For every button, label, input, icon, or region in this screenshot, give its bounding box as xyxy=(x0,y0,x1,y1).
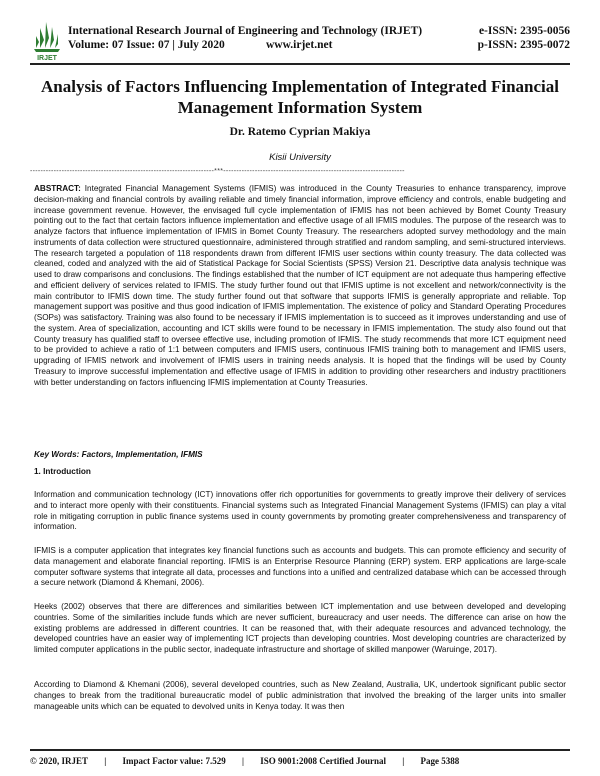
footer-separator: | xyxy=(242,756,245,766)
e-issn: e-ISSN: 2395-0056 xyxy=(478,25,570,37)
journal-header xyxy=(30,18,570,62)
keywords: Key Words: Factors, Implementation, IFMIS xyxy=(34,450,203,459)
intro-paragraph-1 xyxy=(34,490,566,533)
footer-separator: | xyxy=(104,756,107,766)
p-issn: p-ISSN: 2395-0072 xyxy=(477,38,570,51)
journal-website[interactable]: www.irjet.net xyxy=(266,38,333,51)
paragraph-text: Heeks (2002) observes that there are differences and similarities between ICT implementation and use between developed and developing countries. Some of the similarities include funds which are never sufficient, bureaucracy and user needs. The difference can arise on how the existing problems are addressed in different countries. It can be reasoned that, with their adequate resources and advanced technology, the developed countries have an easier way of implementing ICT projects than developing countries. Most developing countries are characterized by limited computer applications in the public sector, inadequate infrastructure and shortage of skilled manpower (Waruinge, 2017). xyxy=(34,602,566,654)
intro-paragraph-4 xyxy=(34,680,566,712)
abstract xyxy=(34,184,566,388)
section-heading: 1. Introduction xyxy=(34,467,91,476)
svg-text:IRJET: IRJET xyxy=(37,55,57,62)
iso-certification: ISO 9001:2008 Certified Journal xyxy=(260,756,387,766)
footer-separator: | xyxy=(402,756,405,766)
author-affiliation: Kisii University xyxy=(269,152,331,163)
journal-info xyxy=(68,25,422,52)
issn-info xyxy=(478,25,570,52)
irjet-logo-icon xyxy=(30,18,64,62)
header-rule xyxy=(30,63,570,65)
separator-line: ----------------------------------------------------------------------***--------------------------------------------------------------------- xyxy=(30,168,405,175)
abstract-text: Integrated Financial Management Systems (IFMIS) was introduced in the County Treasuries to enhance transparency, improve decision-making and financial controls by availing reliable and timely financial information, improve efficiency and controls, enable budgeting and increase government revenue. However, the envisaged full cycle implementation of IFMIS has not been achieved by Bomet County Treasury pointing out to the fact that certain factors influence implementation and effective usage of all IFMIS modules. The purpose of the research was to analyze factors that influence implementation of IFMIS in Bomet County Treasury. The researchers adopted survey methodology and the main instruments of data collection were structured questionnaire, administered through stratified and random sampling, and semi-structured interviews. The research targeted a population of 118 respondents drawn from different IFMIS user sections within county treasury. The data collected was cleaned, coded and analyzed with the aid of Statistical Package for Social Scientists (SPSS) Version 21. Descriptive data analysis technique was used to draw comparisons and conclusions. The findings established that the number of ICT equipment are not adequate thus hampering effective and efficient delivery of services related to IFMIS. The study further found out that IFMIS uptime is not excellent and network/connectivity is the main contributor to IFMIS down time. The study further found out that software that supports IFMIS is generally appropriate and reliable. Top management support was positive and thus good indication of IFMIS implementation. The existence of policy and Standard Operating Procedures (SOPs) was satisfactory. Training was also found to be necessary if IFMIS implementation is to succeed as it improves understanding and use of the system. Area of specialization, accounting and ICT skills were found to be necessary in IFMIS implementation. The study also found out that County treasury has qualified staff to oversee effective use, including promotion of IFMIS. The study recommends that more ICT equipment need to be provided to achieve a ratio of 1:1 between computers and IFMIS users, continuous IFMIS training both to management and IFMIS users, upgrading of IFMIS network and involvement of IFMIS users in training needs analysis. It is hoped that the findings will be used by County Treasury to improve successful implementation and effective usage of IFMIS in addition to providing other researchers and industry practitioners with better understanding on factors influencing IFMIS implementation at County Treasuries. xyxy=(34,184,566,387)
paragraph-text: According to Diamond & Khemani (2006), several developed countries, such as New Zealand, Australia, UK, undertook significant public sector changes to break from the traditional bureaucratic model of public administration that involved the breaking of the larger units into smaller manageable units which can be equated to devolved units in Kenya today. It was then xyxy=(34,680,566,711)
title-line-1: Analysis of Factors Influencing Implementation of Integrated Financial xyxy=(40,77,560,96)
author-name: Dr. Ratemo Cyprian Makiya xyxy=(229,126,371,138)
intro-paragraph-3 xyxy=(34,602,566,656)
paper-title xyxy=(30,76,570,118)
title-line-2: Management Information System xyxy=(177,98,423,117)
abstract-label: ABSTRACT: xyxy=(34,184,81,193)
copyright: © 2020, IRJET xyxy=(30,756,88,766)
journal-name: International Research Journal of Engineering and Technology (IRJET) xyxy=(68,25,423,37)
paragraph-text: Information and communication technology (ICT) innovations offer rich opportunities for governments to greatly improve their delivery of services and to interact more openly with their constituents. Financial systems such as Integrated Financial Management Systems (IFMIS) can play a vital role in mitigating corruption in public finance systems used in county governments by promoting greater comprehensiveness and transparency of information. xyxy=(34,490,566,532)
footer-rule xyxy=(30,749,570,751)
volume-issue: Volume: 07 Issue: 07 | July 2020 xyxy=(68,38,225,51)
page-footer xyxy=(30,756,570,766)
page-number: Page 5388 xyxy=(420,756,460,766)
impact-factor: Impact Factor value: 7.529 xyxy=(122,756,226,766)
intro-paragraph-2 xyxy=(34,546,566,589)
paragraph-text: IFMIS is a computer application that integrates key financial functions such as accounts and budgets. This can promote efficiency and security of data management and elaborate financial reporting. IFMIS is an Enterprise Resource Planning (ERP) system. ERP applications are large-scale computer software systems that integrate all data, processes and functions into a unified and centralized database which can be accessed through a secure network (Diamond & Khemani, 2006). xyxy=(34,546,566,588)
